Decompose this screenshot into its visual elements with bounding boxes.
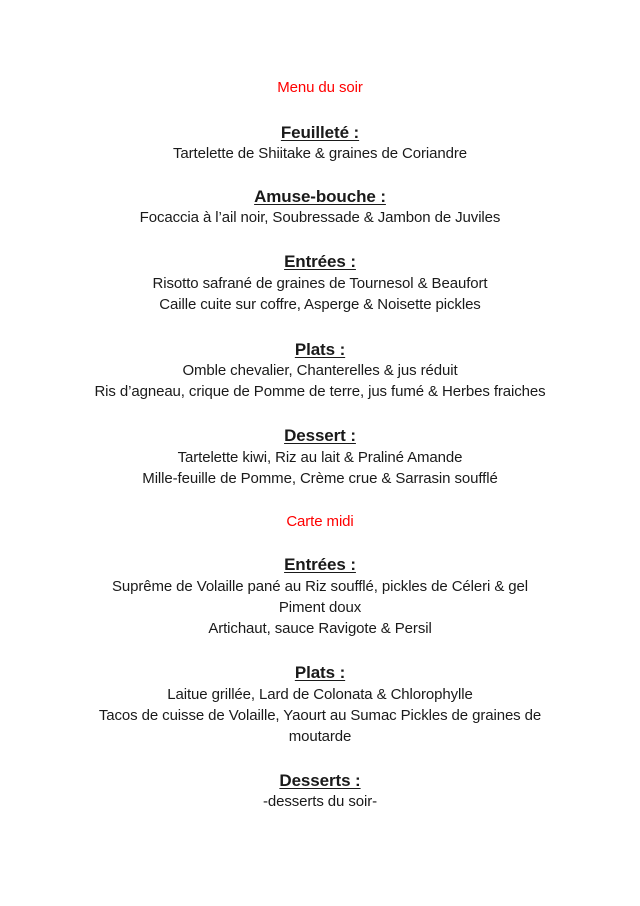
dish-item: Tartelette kiwi, Riz au lait & Praliné Amande bbox=[177, 449, 463, 466]
course-heading-feuillete: Feuilleté : bbox=[280, 123, 360, 142]
dish-item: Suprême de Volaille pané au Riz soufflé, pickles de Céleri & gel bbox=[111, 578, 529, 595]
section-title-carte-midi: Carte midi bbox=[286, 513, 354, 530]
dish-item: Piment doux bbox=[278, 599, 362, 616]
dish-item: Focaccia à l’ail noir, Soubressade & Jambon de Juviles bbox=[139, 209, 501, 226]
course-heading-entrees: Entrées : bbox=[284, 555, 356, 574]
section-title-menu-du-soir: Menu du soir bbox=[277, 79, 363, 96]
dish-item: Mille-feuille de Pomme, Crème crue & Sarrasin soufflé bbox=[142, 470, 498, 487]
dish-item: Tacos de cuisse de Volaille, Yaourt au Sumac Pickles de graines de bbox=[98, 707, 542, 724]
course-heading-plats: Plats : bbox=[294, 663, 346, 682]
course-heading-plats: Plats : bbox=[294, 340, 346, 359]
dish-item: Risotto safrané de graines de Tournesol & Beaufort bbox=[152, 275, 488, 292]
dish-item: Ris d’agneau, crique de Pomme de terre, jus fumé & Herbes fraiches bbox=[94, 383, 546, 400]
dish-item: Laitue grillée, Lard de Colonata & Chlorophylle bbox=[167, 686, 473, 703]
dish-item: Caille cuite sur coffre, Asperge & Noisette pickles bbox=[159, 296, 481, 313]
course-heading-entrees: Entrées : bbox=[284, 252, 356, 271]
course-heading-dessert: Dessert : bbox=[284, 426, 356, 445]
dish-item: Omble chevalier, Chanterelles & jus réduit bbox=[182, 362, 458, 379]
dish-item: Artichaut, sauce Ravigote & Persil bbox=[208, 620, 432, 637]
dish-item: moutarde bbox=[288, 728, 352, 745]
dish-item: -desserts du soir- bbox=[262, 793, 378, 810]
dish-item: Tartelette de Shiitake & graines de Coriandre bbox=[172, 145, 467, 162]
course-heading-amuse-bouche: Amuse-bouche : bbox=[254, 187, 386, 206]
course-heading-desserts: Desserts : bbox=[279, 771, 361, 790]
